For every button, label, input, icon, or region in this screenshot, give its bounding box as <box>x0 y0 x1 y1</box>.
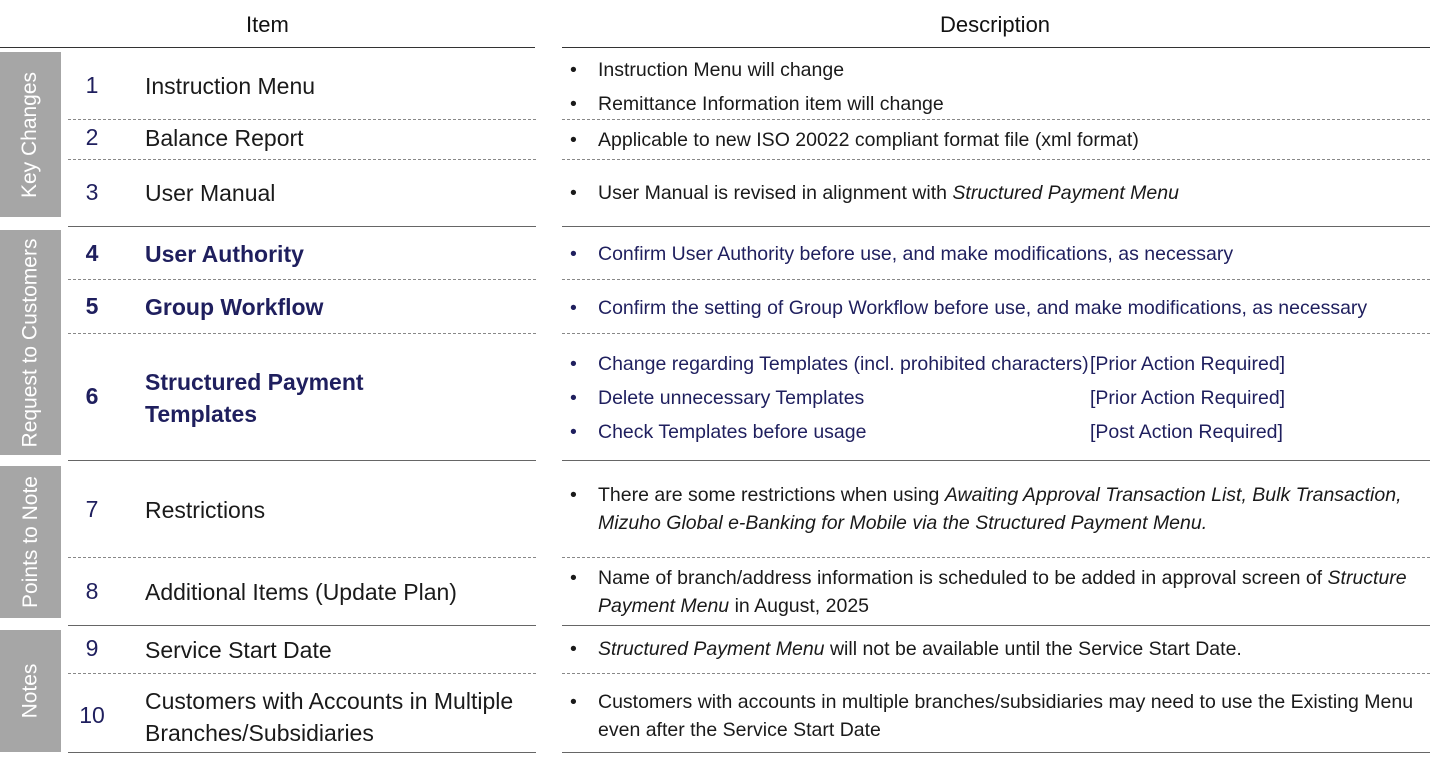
header-rule-left <box>0 47 535 48</box>
row-number: 10 <box>79 702 105 728</box>
section-request-to-customers: Request to Customers <box>0 230 61 455</box>
description: • Change regarding Templates (incl. prohibited characters) [Prior Action Required] • Delete unnecessary Templates [Prior Action Required] • Check Templates before usage [Post Action Required] <box>570 350 1420 452</box>
item-label: Restrictions <box>145 497 266 523</box>
item-label: Service Start Date <box>145 637 332 663</box>
row-divider <box>68 279 536 280</box>
section-points-to-note: Points to Note <box>0 466 61 618</box>
row-divider <box>68 673 536 674</box>
row-number: 8 <box>85 578 99 604</box>
item-label: User Authority <box>145 241 304 267</box>
row-divider <box>68 159 536 160</box>
action-tag: [Prior Action Required] <box>1090 353 1286 375</box>
item-label: User Manual <box>145 180 276 206</box>
row-number: 1 <box>85 72 99 98</box>
row-number: 6 <box>85 383 99 409</box>
row-divider <box>562 557 1430 558</box>
section-notes: Notes <box>0 630 61 752</box>
row-number: 9 <box>85 635 99 661</box>
section-divider <box>562 625 1430 626</box>
row-divider <box>562 159 1430 160</box>
row-divider <box>562 333 1430 334</box>
row-number: 2 <box>85 124 99 150</box>
row-divider <box>562 673 1430 674</box>
table-bottom-rule <box>562 752 1430 753</box>
row-number: 3 <box>85 179 99 205</box>
action-tag: [Post Action Required] <box>1090 421 1283 443</box>
row-divider <box>68 333 536 334</box>
description: • Confirm User Authority before use, and make modifications, as necessary <box>570 243 1234 265</box>
row-number: 5 <box>85 293 99 319</box>
row-number: 4 <box>85 240 99 266</box>
description: • There are some restrictions when using Awaiting Approval Transaction List, Bulk Transaction, Mizuho Global e-Banking for Mobile via the Structured Payment Menu. <box>570 484 1402 534</box>
section-key-changes: Key Changes <box>0 52 61 217</box>
section-divider <box>68 460 536 461</box>
action-tag: [Prior Action Required] <box>1090 387 1286 409</box>
item-label: Customers with Accounts in Multiple Branches/Subsidiaries <box>145 688 514 746</box>
row-number: 7 <box>85 496 99 522</box>
row-divider <box>562 279 1430 280</box>
row-divider <box>68 119 536 120</box>
description: • Instruction Menu will change • Remittance Information item will change <box>570 59 944 115</box>
description: • Confirm the setting of Group Workflow before use, and make modifications, as necessary <box>570 297 1368 319</box>
header-rule-right <box>562 47 1430 48</box>
description: • Applicable to new ISO 20022 compliant format file (xml format) <box>570 129 1139 151</box>
row-divider <box>68 557 536 558</box>
section-divider <box>562 226 1430 227</box>
description: • Customers with accounts in multiple branches/subsidiaries may need to use the Existing Menu even after the Service Start Date <box>570 691 1414 741</box>
description: • Structured Payment Menu will not be available until the Service Start Date. <box>570 638 1242 660</box>
item-label: Group Workflow <box>145 294 324 320</box>
section-divider <box>68 226 536 227</box>
section-divider <box>68 625 536 626</box>
section-divider <box>562 460 1430 461</box>
description-column-header: Description <box>940 12 1051 37</box>
row-divider <box>562 119 1430 120</box>
item-label: Instruction Menu <box>145 73 316 99</box>
item-label: Balance Report <box>145 125 304 151</box>
item-column-header: Item <box>246 12 289 37</box>
description: • User Manual is revised in alignment with Structured Payment Menu <box>570 182 1179 204</box>
item-label: Additional Items (Update Plan) <box>145 579 457 605</box>
description: • Name of branch/address information is scheduled to be added in approval screen of Structure Payment Menu in August, 2025 <box>570 567 1407 617</box>
table-bottom-rule <box>68 752 536 753</box>
item-label: Structured Payment Templates <box>145 369 364 427</box>
